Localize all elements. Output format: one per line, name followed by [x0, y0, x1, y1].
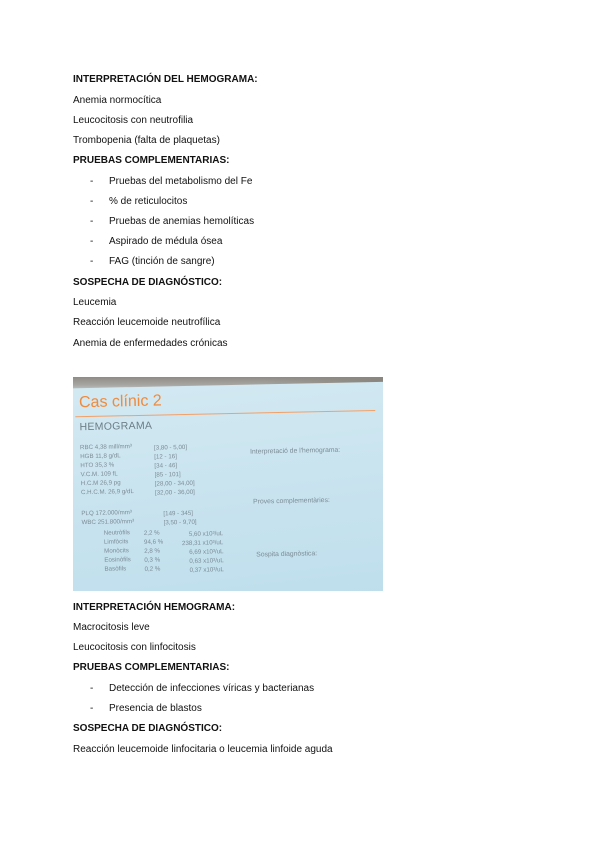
heading-sospecha-diagnostico: SOSPECHA DE DIAGNÓSTICO: — [73, 277, 223, 288]
heading-sospecha-diagnostico-2: SOSPECHA DE DIAGNÓSTICO: — [73, 723, 223, 734]
slide-diff-abs: 6,69 x10³/uL — [189, 548, 224, 556]
slide-row-range: [34 - 46] — [154, 462, 178, 470]
slide-right-proves: Proves complementàries: — [253, 496, 330, 506]
slide-diff-pct: 2,2 % — [143, 529, 160, 537]
pruebas-item: Aspirado de médula ósea — [109, 236, 223, 247]
slide-right-interp: Interpretació de l'hemograma: — [250, 446, 341, 456]
heading-pruebas-complementarias-2: PRUEBAS COMPLEMENTARIAS: — [73, 662, 230, 673]
bullet-dash: - — [90, 703, 94, 714]
slide-row-label: RBC 4,38 mill/mm³ — [79, 443, 132, 452]
heading-interpretacion-hemograma-2: INTERPRETACIÓN HEMOGRAMA: — [73, 602, 236, 613]
slide-row-label: HTO 35,3 % — [80, 461, 115, 470]
slide-plq-range: [149 - 345] — [163, 509, 194, 518]
slide-photo — [73, 377, 383, 591]
slide-row-range: [28,00 - 34,00] — [154, 479, 195, 488]
bullet-dash: - — [90, 196, 94, 207]
slide-subtitle: HEMOGRAMA — [79, 419, 153, 434]
bullet-dash: - — [90, 256, 94, 267]
slide-diff-name: Basòfils — [104, 565, 127, 573]
sospecha-item: Reacción leucemoide linfocitaria o leucemia linfoide aguda — [73, 744, 333, 755]
slide-plq-label: PLQ 172.000/mm³ — [81, 509, 132, 518]
slide-diff-pct: 94,6 % — [143, 538, 164, 546]
slide-diff-abs: 5,60 x10³/uL — [188, 530, 224, 538]
pruebas-item: Pruebas de anemias hemolíticas — [109, 216, 255, 227]
heading-pruebas-complementarias: PRUEBAS COMPLEMENTARIAS: — [73, 155, 230, 166]
bullet-dash: - — [90, 216, 94, 227]
sospecha-item: Reacción leucemoide neutrofílica — [73, 317, 221, 328]
pruebas-item: Detección de infecciones víricas y bacterianas — [109, 683, 315, 694]
slide-diff-abs: 0,37 x10³/uL — [189, 566, 225, 574]
slide-wbc-label: WBC 251.800/mm³ — [81, 518, 135, 527]
slide-diff-pct: 2,8 % — [144, 547, 161, 555]
pruebas-item: FAG (tinción de sangre) — [109, 256, 215, 267]
interp-item: Leucocitosis con neutrofilia — [73, 115, 194, 126]
interp-item: Macrocitosis leve — [73, 622, 150, 633]
heading-interpretacion-hemograma: INTERPRETACIÓN DEL HEMOGRAMA: — [73, 74, 258, 85]
sospecha-item: Anemia de enfermedades crónicas — [73, 338, 228, 349]
slide-row-range: [3,80 - 5,00] — [153, 443, 188, 452]
slide-row-label: C.H.C.M. 26,9 g/dL — [80, 488, 134, 497]
interp-item: Leucocitosis con linfocitosis — [73, 642, 196, 653]
slide-row-range: [12 - 16] — [154, 453, 177, 461]
slide-diff-name: Monòcits — [104, 547, 129, 555]
slide-diff-pct: 0,2 % — [144, 565, 161, 573]
slide-diff-pct: 0,3 % — [144, 556, 161, 564]
slide-row-label: HGB 11,8 g/dL — [80, 452, 121, 461]
pruebas-item: % de reticulocitos — [109, 196, 188, 207]
pruebas-item: Presencia de blastos — [109, 703, 202, 714]
slide-diff-name: Eosinòfils — [104, 556, 131, 564]
slide-row-label: H.C.M 26,9 pg — [80, 479, 121, 488]
bullet-dash: - — [90, 176, 94, 187]
slide — [73, 381, 383, 591]
sospecha-item: Leucemia — [73, 297, 117, 308]
slide-diff-abs: 0,63 x10³/uL — [189, 557, 224, 565]
slide-wbc-range: [3,50 - 9,70] — [163, 518, 197, 527]
slide-diff-abs: 238,31 x10³/uL — [181, 539, 224, 548]
slide-title: Cas clínic 2 — [78, 392, 162, 412]
slide-row-label: V.C.M. 109 fL — [80, 470, 118, 479]
interp-item: Trombopenia (falta de plaquetas) — [73, 135, 220, 146]
pruebas-item: Pruebas del metabolismo del Fe — [109, 176, 253, 187]
slide-row-range: [85 - 101] — [154, 471, 181, 479]
slide-row-range: [32,00 - 36,00] — [154, 488, 195, 497]
slide-diff-name: Neutròfils — [103, 529, 130, 537]
interp-item: Anemia normocítica — [73, 95, 162, 106]
slide-diff-name: Limfòcits — [103, 538, 129, 546]
slide-right-sospita: Sospita diagnòstica: — [256, 550, 318, 559]
bullet-dash: - — [90, 683, 94, 694]
bullet-dash: - — [90, 236, 94, 247]
